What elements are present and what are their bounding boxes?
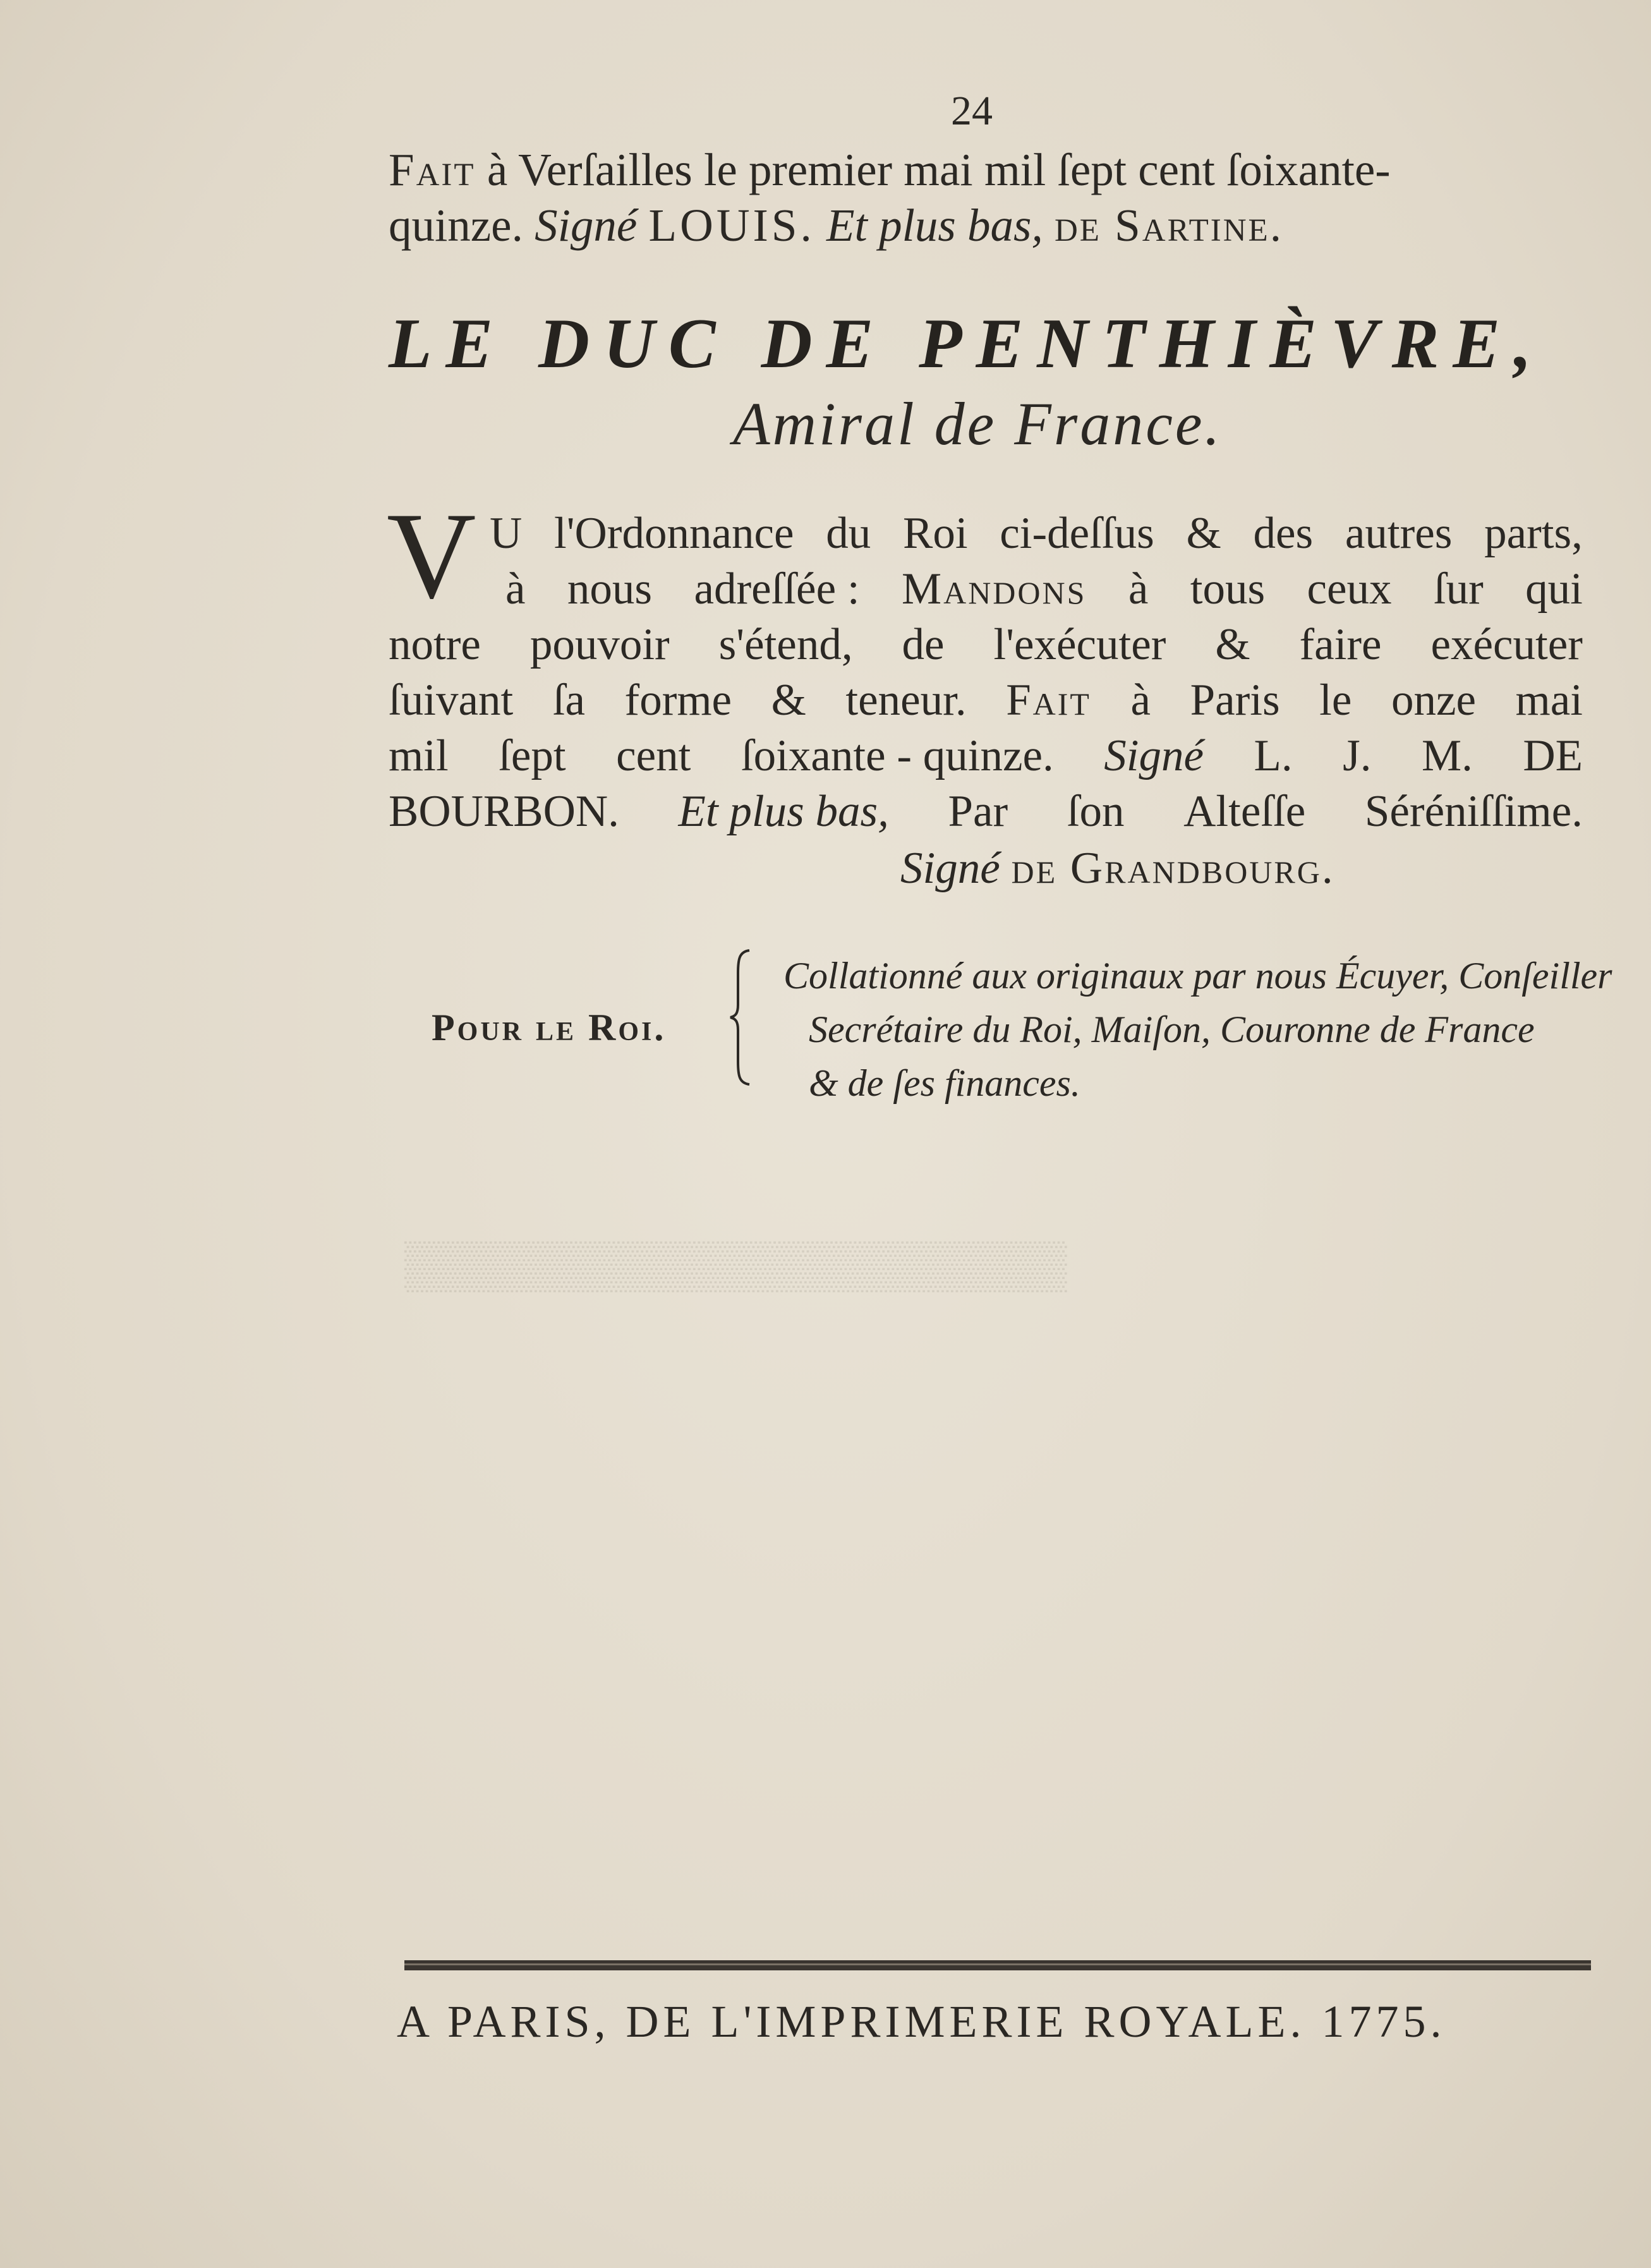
word: BOURBON. <box>389 787 619 836</box>
word: ſa <box>552 676 585 725</box>
word: autres <box>1345 509 1453 558</box>
word: U <box>490 509 523 558</box>
word: Et plus bas, <box>678 787 889 836</box>
paragraph1-line2 <box>389 198 1586 253</box>
word: s'étend, <box>718 620 853 669</box>
word: ci-deſſus <box>1000 509 1154 558</box>
word: & <box>771 676 806 725</box>
word: & <box>1186 509 1221 558</box>
word: L. <box>1254 731 1293 780</box>
paragraph1-line1 <box>389 142 1586 198</box>
word: exécuter <box>1430 620 1583 669</box>
word: Fait <box>1006 676 1091 725</box>
word: à <box>1130 676 1151 725</box>
paragraph2-line3 <box>389 617 1583 672</box>
word: qui <box>1525 564 1583 614</box>
word: Séréniſſime. <box>1364 787 1583 836</box>
plus-bas: Et plus bas, <box>826 200 1043 251</box>
word: ceux <box>1307 564 1392 614</box>
paragraph2-line6 <box>389 784 1583 839</box>
word: le <box>1319 676 1352 725</box>
paragraph2-line1 <box>490 506 1583 561</box>
word: du <box>826 509 871 558</box>
word: à <box>505 564 526 614</box>
countersigner-name: de Sartine. <box>1054 200 1283 251</box>
word: Paris <box>1190 676 1280 725</box>
paragraph2-line7 <box>900 840 1335 896</box>
word: cent <box>616 731 691 780</box>
word: adreſſée : <box>694 564 860 614</box>
word: ſoixante - quinze. <box>741 731 1054 780</box>
word: l'exécuter <box>993 620 1166 669</box>
word: Mandons <box>901 564 1087 614</box>
word: onze <box>1391 676 1476 725</box>
secretary-name: de Grandbourg. <box>1011 844 1335 893</box>
heading-title: LE DUC DE PENTHIÈVRE, <box>389 305 1546 383</box>
attestation-line3: & de ſes finances. <box>809 1062 1080 1104</box>
word: ſuivant <box>389 676 514 725</box>
word: DE <box>1523 731 1583 780</box>
signe-word: Signé <box>535 200 638 251</box>
curly-brace-icon <box>728 948 753 1087</box>
signer-name: LOUIS. <box>648 200 815 251</box>
word: Par <box>948 787 1008 836</box>
footer-rule <box>404 1959 1591 1972</box>
word: mil <box>389 731 449 780</box>
paragraph1-line2-start: quinze. <box>389 200 523 251</box>
show-through-text: ▒▒▒▒▒▒▒▒▒▒▒▒▒▒▒▒▒▒▒▒ <box>404 1239 1067 1291</box>
word: notre <box>389 620 481 669</box>
word: faire <box>1299 620 1382 669</box>
word: l'Ordonnance <box>554 509 794 558</box>
word: à <box>1128 564 1149 614</box>
word: des <box>1253 509 1314 558</box>
word: nous <box>567 564 653 614</box>
attestation-line1: Collationné aux originaux par nous Écuyer, Conſeiller <box>783 955 1612 997</box>
word: tous <box>1190 564 1266 614</box>
word: teneur. <box>845 676 967 725</box>
drop-cap: V <box>387 487 476 624</box>
word: Alteſſe <box>1183 787 1306 836</box>
paragraph2-line2 <box>505 561 1583 617</box>
heading-subtitle: Amiral de France. <box>733 390 1223 458</box>
word: Roi <box>902 509 968 558</box>
paragraph2-line5 <box>389 728 1583 784</box>
signe-word-2: Signé <box>900 844 1000 893</box>
word: M. <box>1421 731 1473 780</box>
word: Signé <box>1104 731 1204 780</box>
fait-word: Fait <box>389 144 476 195</box>
word: pouvoir <box>529 620 670 669</box>
word: forme <box>624 676 732 725</box>
pour-le-roi-label: Pour le Roi. <box>432 1007 667 1048</box>
attestation-line2: Secrétaire du Roi, Maiſon, Couronne de France <box>809 1009 1535 1050</box>
paragraph2-line4 <box>389 672 1583 728</box>
word: parts, <box>1484 509 1583 558</box>
word: mai <box>1515 676 1583 725</box>
word: & <box>1215 620 1250 669</box>
page-number: 24 <box>951 88 993 134</box>
word: ſept <box>499 731 566 780</box>
word: J. <box>1343 731 1372 780</box>
paragraph1-line1-text: à Verſailles le premier mai mil ſept cent ſoixante- <box>487 144 1391 195</box>
word: de <box>902 620 945 669</box>
word: ſur <box>1433 564 1484 614</box>
word: ſon <box>1067 787 1125 836</box>
imprint-line: A PARIS, DE L'IMPRIMERIE ROYALE. 1775. <box>397 1996 1446 2047</box>
